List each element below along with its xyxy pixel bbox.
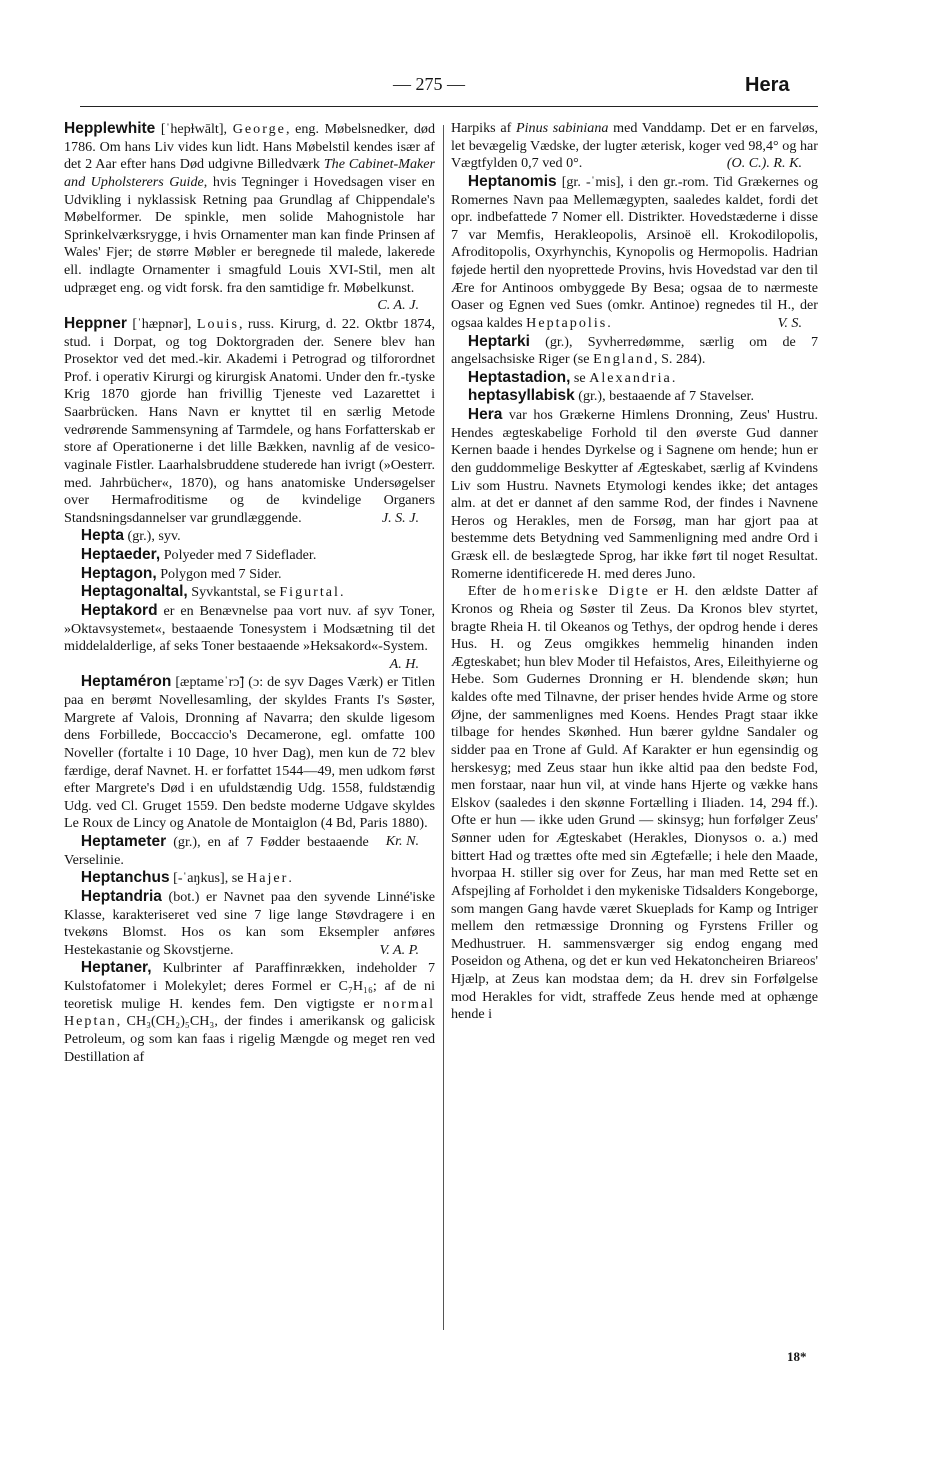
hera-paragraph-2: Efter de homeriske Digte er H. den ældste Datter af Kronos og Rheia og Søster til Zeus. Da Kronos blev styrtet, bragte Rheia H. til Okeanos og Tethys, der opdrog hende i deres Hus. H. og Zeus omgikkes hemmelig hinanden inden Ægteskabet; hun blev Moder til Hefaistos, Ares, Eileithyierne og Hebe. Som Gudernes Dronning er H. blendende skøn; hun kaldes ofte med Tilnavne, der priser hendes hvide Arme og store Øjne, der sammenlignes med Koens. Hendes Pragt staar ikke tilbage for hendes Skønhed. Hun bærer gyldne Sandaler og sidder paa en Trone af Guld. Af Karakter er hun egensindig og herskesyg; med Zeus staar hun ikke altid paa den bedste Fod, men forstaar, naar hun vil, at vinde hans Hjerte og vække hans Elskov (saaledes i den skønne Fortælling i Iliaden. 14, 294 ff.). Ofte er hun — ikke uden Grund — skinsyg; hun forfølger Zeus' Sønner uden for Ægteskabet (Herakles, Dionysos o. a.) med bittert Had og trættes ofte med sin Ægtefælle; i hele den Maade, hvorpaa H. stiller sig over for Zeus, har man med Rette set en Afspejling af Forholdet i den mykeniske Tidsalders Kongeborge, som mangen Gang havde været Skueplads for Kamp og Intriger mellem den retmæssige Dronning og Fyrstens Friller og Medhustruer. H. sammensværger sig endog engang med Poseidon og Athena, og det er kun ved Hekatoncheiren Briareos' Hjælp, at Zeus kan modstaa dem; da H. drev sin Forfølgelse mod Herakles for vidt, straffede Zeus hende med at ophænge hende i	[451, 583, 818, 1023]
entry-heptameron: Heptaméron [æptameˈrɔ̃] (ɔ: de syv Dages Værk) er Titlen paa en berømt Novellesamling, der skyldes Frants I's Søster, Margrete af Valois, Dronning af Navarra; den skulde ligesom dens Forbillede, Boccaccio's Decamerone, egl. omfatte 100 Noveller (fortalte i 10 Dage, 10 hver Dag), men kun de 72 blev færdige, deraf Navnet. H. er forfattet 1544—49, men udkom først efter Margrete's Død i en ufuldstændig Udg. 1558, fuldstændig Udg. ved Cl. Gruget 1559. Den bedste moderne Udgave skyldes Le Roux de Lincy og Anatole de Montaiglon (4 Bd, Paris 1880). Kr. N.	[64, 673, 435, 849]
headword: Heptameter	[80, 833, 167, 850]
entry-heptaner: Heptaner, Kulbrinter af Paraffinrækken, indeholder 7 Kulstofatomer i Molekylet; deres Formel er C₇H₁₆; af de ni teoretisk mulige H. kendes fem. Den vigtigste er normal Heptan, CH₃(CH₂)₅CH₃, der findes i amerikansk og galicisk Petroleum, og som kan faas i rigelig Mængde og meget ren ved Destillation af	[64, 959, 435, 1065]
spaced-name: Louis	[196, 315, 239, 332]
left-column	[64, 120, 435, 1066]
cross-reference: Heptapolis	[526, 314, 608, 331]
signature-mark: 18*	[787, 1349, 807, 1364]
entry-heptakord: Heptakord er en Benævnelse paa vort nuv. af syv Toner, »Oktavsystemet«, bestaaende Tonesystem i Modsætning til det middelalderlige, af seks Toner bestaaende »Heksakord«-System. A. H.	[64, 601, 435, 672]
headword: Heptarki	[467, 332, 530, 350]
entry-hepta: Hepta (gr.), syv.	[80, 527, 181, 545]
author-signature: V. A. P.	[379, 941, 419, 958]
spaced-name: George	[232, 121, 286, 137]
cross-reference: Hajer	[247, 870, 289, 887]
author-signature: V. S.	[777, 314, 802, 331]
headword: Heptagon,	[80, 564, 157, 582]
latin-name: Pinus sabiniana	[516, 120, 609, 136]
cross-reference: homeriske Digte	[523, 583, 650, 600]
book-title: The Cabinet-Maker and Upholsterers Guide	[64, 156, 435, 190]
headword: Heppner	[64, 314, 127, 332]
entry-hepplewhite: Hepplewhite [ˈhepɫwālt], George, eng. Møbelsnedker, død 1786. Om hans Liv vides kun lidt. Hans Møbelstil kendes især af det 2 Aar efter hans Død udgivne Billedværk The Cabinet-Maker and Upholsterers Guide, hvis Tegninger i Hovedsagen viser en Udvikling i nyklassisk Retning paa Grundlag af Chippendale's Møbelformer. De spinkle, men solide Mahognistole har Sprinkelværksrygge, i hvis Ornamenter man kan finde Prinsen af Wales' Fjer; de større Møbler er beregnede til malede, lakerede ell. indlagte Ornamenter i smagfuld Louis XVI-Stil, men alt udpræget eng. og vidt forsk. fra den samtidige fr. Møbelkunst. C. A. J.	[64, 120, 435, 314]
headword: Hepplewhite	[64, 120, 156, 137]
headword: Heptakord	[80, 601, 158, 619]
entry-heptanomis: Heptanomis [gr. -ˈmis], i den gr.-rom. Tid Grækernes og Romernes Navn paa Mellemægypten, saaledes kaldet, fordi det opr. indbefattede 7 Nomer ell. Distrikter. Hovedstæderne i disse 7 var Memfis, Herakleopolis, Arsinoë ell. Krokodilopolis, Afroditopolis, Oxyrhynchis, Kynopolis og Hermopolis. Hadrian føjede hertil den nyoprettede Provins, hvis Hovedstad var den til Ære for Antinoos ombyggede By Besa; ogsaa de to nærmeste Oaser og Egnen ved Sues (omkr. Antinoe) regnedes til H., der ogsaa kaldes Heptapolis. V. S.	[451, 172, 818, 331]
headword: Heptandria	[80, 887, 162, 905]
entry-heptagon: Heptagon, Polygon med 7 Sider.	[80, 564, 282, 582]
headword: Heptaméron	[80, 673, 172, 691]
author-signature: C. A. J.	[377, 297, 419, 314]
entry-heppner: Heppner [ˈhæpnər], Louis, russ. Kirurg, d. 22. Oktbr 1874, stud. i Dorpat, og tog Doktorgraden der. Senere blev han Prosektor ved det med.-kir. Akademi i Petrograd og tilforordnet Prof. i operativ Kirurgi og kirurgisk Anatomi. Under den fr.-tyske Krig 1870 gjorde han frivillig Tjeneste ved Lazarettet i Saarbrücken. Hans Navn er knyttet til en særlig Metode vedrørende Sammensyning af Tarmdele, og hans Forfatterskab er store af Operationerne i det lille Bækken, navnlig af de vesico-vaginale Fistler. Laarhalsbruddene studerede han ivrigt (»Oesterr. med. Jahrbücher«, 1870), og hans anatomiske Undersøgelser over Hermafroditisme og de kvindelige Organers Standsningsdannelser var grundlæggende. J. S. J.	[64, 314, 435, 526]
headword: Heptaeder,	[80, 546, 161, 563]
entry-heptaeder: Heptaeder, Polyeder med 7 Sideflader.	[80, 546, 317, 563]
headword: Heptanchus	[80, 869, 170, 887]
entry-hera: Hera var hos Grækerne Himlens Dronning, Zeus' Hustru. Hendes ægteskabelige Forhold til den øverste Gud danner Kernen baade i hendes Dyrkelse og i Sagnene om hende; hun er den guddommelige Beskytter af Ægteskabet, særlig af Kvindens Liv som Hustru. Navnets Etymologi kendes ikke; det antages alm. at det er dannet af den samme Rod, der findes i Navnene Heros og Herakles, men de Forsøg, man har gjort paa at bestemme dets Betydning ved Sammenligning med andre Ord i Græsk ell. de beslægtede Sprog, har ikke ført til noget Resultat. Romerne identificerede H. med deres Juno.	[451, 406, 818, 582]
page-number: — 275 —	[393, 74, 465, 94]
headword: Heptaner,	[80, 959, 152, 977]
author-signature: Kr. N.	[385, 833, 419, 849]
entry-heptasyllabisk: heptasyllabisk (gr.), bestaaende af 7 Stavelser.	[467, 387, 754, 405]
headword: Hepta	[80, 527, 124, 545]
cross-reference: Alexandria	[589, 369, 672, 386]
column-divider	[443, 125, 444, 1330]
entry-heptagonaltal: Heptagonaltal, Syvkantstal, se Figurtal.	[80, 583, 344, 601]
headword: Heptanomis	[467, 172, 557, 190]
entry-heptameter: Heptameter (gr.), en af 7 Fødder bestaaende Verselinie.	[64, 833, 369, 868]
headword: Heptagonaltal,	[80, 583, 188, 601]
headword: Heptastadion,	[467, 368, 571, 386]
author-signature: (O. C.). R. K.	[726, 155, 802, 172]
heptaner-continuation: Harpiks af Pinus sabiniana med Vanddamp. Det er en farveløs, let bevægelig Vædske, der lugter æterisk, koger ved 98,4° og har Vægtfylden 0,7 ved 0°. (O. C.). R. K.	[451, 120, 819, 172]
header-rule	[80, 106, 818, 107]
running-head: Hera	[745, 74, 790, 96]
entry-heptastadion: Heptastadion, se Alexandria.	[467, 368, 676, 386]
right-column	[451, 120, 818, 1024]
author-signature: A. H.	[389, 655, 419, 672]
entry-heptarki: Heptarki (gr.), Syvherredømme, særlig om de 7 angelsachsiske Riger (se England, S. 284).	[451, 332, 818, 368]
cross-reference: Figurtal	[279, 584, 340, 601]
entry-heptandria: Heptandria (bot.) er Navnet paa den syvende Linné'iske Klasse, karakteriseret ved sine 7 lige lange Støvdragere i en tvekøns Blomst. Hos os kan som Eksempler anføres Hestekastanie og Skovstjerne. V. A. P.	[64, 887, 435, 958]
entry-heptanchus: Heptanchus [-ˈaŋkus], se Hajer.	[80, 869, 292, 887]
author-signature: J. S. J.	[381, 509, 419, 526]
cross-reference: England	[593, 351, 655, 368]
headword: Hera	[467, 406, 503, 423]
cross-reference: normal Heptan	[64, 995, 435, 1030]
headword: heptasyllabisk	[467, 387, 575, 405]
